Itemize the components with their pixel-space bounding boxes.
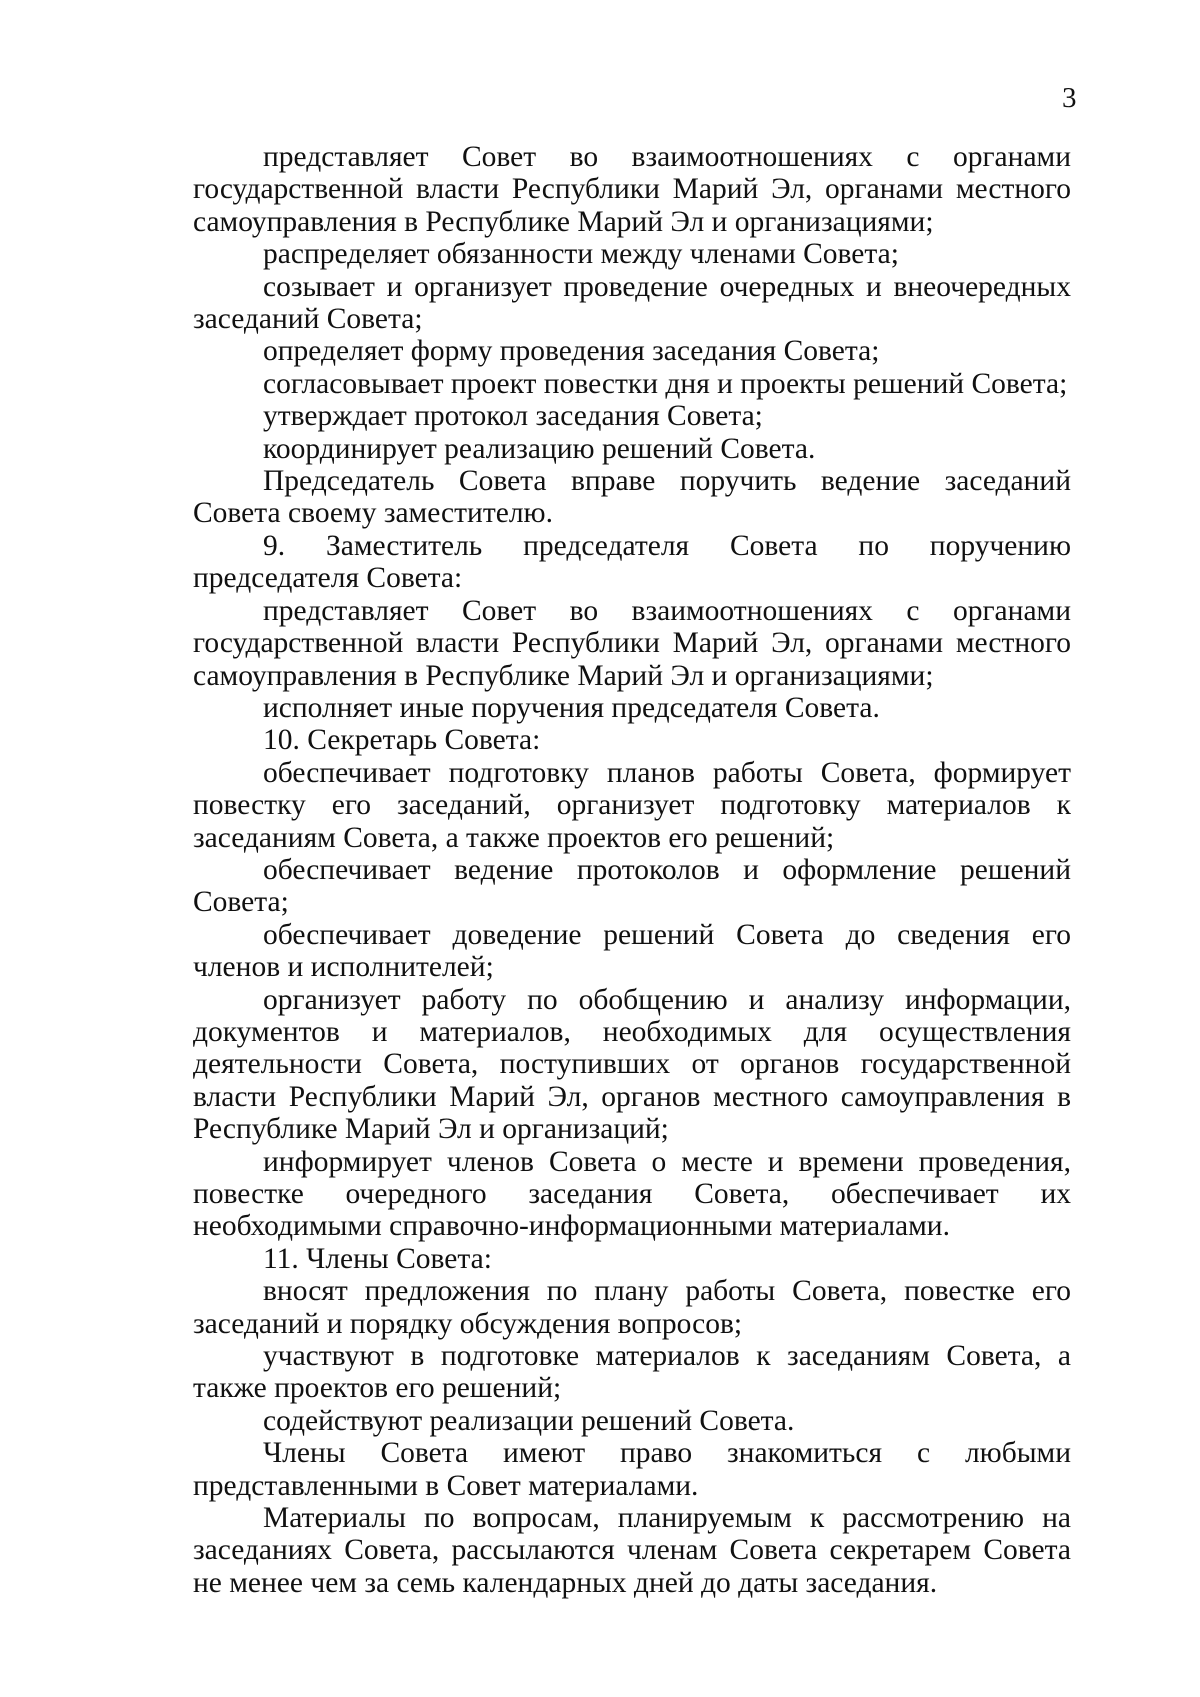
paragraph: согласовывает проект повестки дня и проекты решений Совета; [263,367,1068,400]
paragraph: вносят предложения по плану работы Совета, повестке его заседаний и порядку обсуждения вопросов; [193,1275,1071,1340]
paragraph: созывает и организует проведение очередных и внеочередных заседаний Совета; [193,270,1071,336]
paragraph: обеспечивает ведение протоколов и оформление решений Совета; [193,853,1071,919]
paragraph: утверждает протокол заседания Совета; [263,400,763,433]
paragraph: Материалы по вопросам, планируемым к рассмотрению на заседаниях Совета, рассылаются членам Совета секретарем Совета не менее чем за семь календарных дней до даты заседания. [193,1502,1071,1599]
paragraph: организует работу по обобщению и анализу информации, документов и материалов, необходимых для осуществления деятельности Совета, поступивших от органов государственной власти Республики Марий Эл, органов местного самоуправления в Республике Марий Эл и организаций; [193,983,1071,1146]
paragraph: информирует членов Совета о месте и времени проведения, повестке очередного заседания Совета, обеспечивает их необходимыми справочно-информационными материалами. [193,1145,1071,1243]
paragraph: Председатель Совета вправе поручить ведение заседаний Совета своему заместителю. [193,465,1071,530]
section-heading-paragraph: 10. Секретарь Совета: [263,724,541,757]
paragraph: распределяет обязанности между членами Совета; [263,238,899,271]
paragraph: представляет Совет во взаимоотношениях с органами государственной власти Республики Марий Эл, органами местного самоуправления в Республике Марий Эл и организациями; [193,141,1071,238]
paragraph: исполняет иные поручения председателя Совета. [263,691,880,724]
paragraph: содействуют реализации решений Совета. [263,1404,795,1437]
section-heading-paragraph: 11. Члены Совета: [263,1242,492,1275]
section-heading-paragraph: 9. Заместитель председателя Совета по поручению председателя Совета: [193,529,1071,595]
paragraph: координирует реализацию решений Совета. [263,432,816,465]
paragraph: участвуют в подготовке материалов к заседаниям Совета, а также проектов его решений; [193,1340,1071,1405]
document-body [193,141,1071,1599]
paragraph: обеспечивает подготовку планов работы Совета, формирует повестку его заседаний, организует подготовку материалов к заседаниям Совета, а также проектов его решений; [193,756,1071,854]
page-number: 3 [1062,82,1077,114]
paragraph: обеспечивает доведение решений Совета до сведения его членов и исполнителей; [193,918,1071,984]
paragraph: Члены Совета имеют право знакомиться с любыми представленными в Совет материалами. [193,1437,1071,1502]
paragraph: определяет форму проведения заседания Совета; [263,335,880,368]
paragraph: представляет Совет во взаимоотношениях с органами государственной власти Республики Марий Эл, органами местного самоуправления в Республике Марий Эл и организациями; [193,594,1071,692]
